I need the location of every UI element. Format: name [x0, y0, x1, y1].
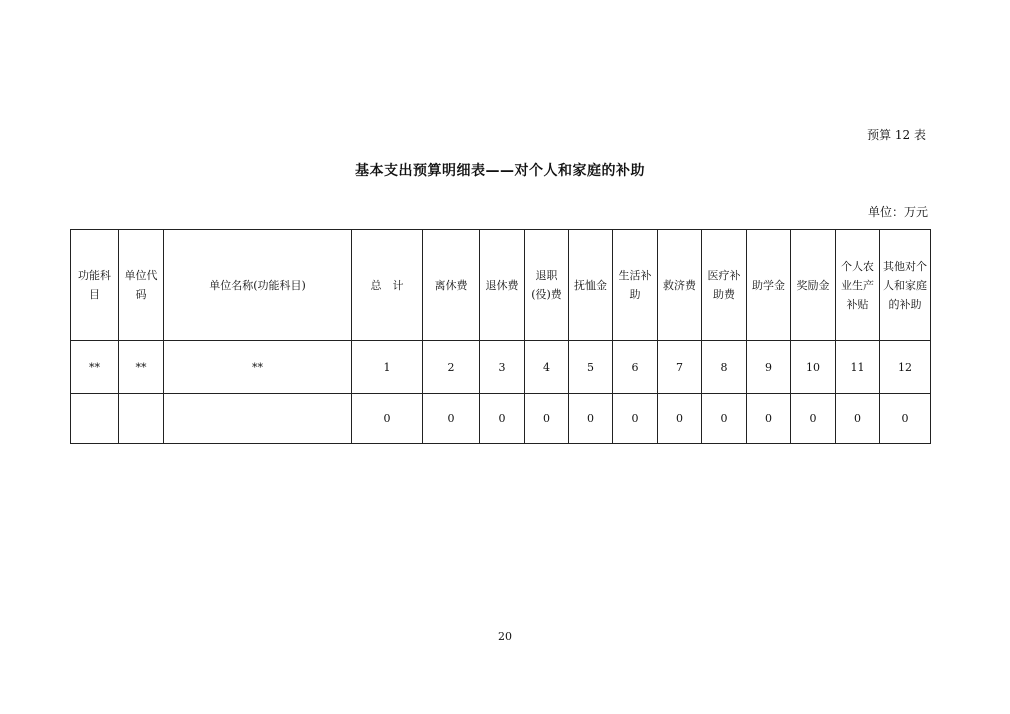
column-header: 生活补助	[613, 230, 658, 341]
column-header: 医疗补助费	[702, 230, 747, 341]
column-header: 救济费	[658, 230, 702, 341]
table-cell: 8	[702, 341, 747, 394]
column-header: 单位名称(功能科目)	[164, 230, 352, 341]
table-cell: 0	[658, 394, 702, 444]
table-cell: 2	[423, 341, 480, 394]
column-header: 退休费	[480, 230, 525, 341]
table-cell: 0	[480, 394, 525, 444]
table-code-row	[71, 341, 931, 394]
column-header: 离休费	[423, 230, 480, 341]
table-cell: 6	[613, 341, 658, 394]
table-cell: 0	[880, 394, 931, 444]
table-cell: 0	[747, 394, 791, 444]
table-header-row	[71, 230, 931, 341]
table-cell: 5	[569, 341, 613, 394]
table-cell: 7	[658, 341, 702, 394]
table-cell: 9	[747, 341, 791, 394]
table-cell: 4	[525, 341, 569, 394]
table-cell	[119, 394, 164, 444]
column-header: 个人农业生产补贴	[836, 230, 880, 341]
table-number: 预算 12 表	[867, 128, 926, 142]
table-cell: 0	[423, 394, 480, 444]
budget-table	[70, 229, 931, 444]
column-header: 退职(役)费	[525, 230, 569, 341]
column-header: 单位代码	[119, 230, 164, 341]
unit-label: 单位：万元	[867, 205, 928, 219]
table-cell	[71, 394, 119, 444]
table-cell	[164, 394, 352, 444]
table-cell: **	[164, 341, 352, 394]
table-cell: **	[71, 341, 119, 394]
document-title: 基本支出预算明细表——对个人和家庭的补助	[355, 163, 645, 179]
column-header: 其他对个人和家庭的补助	[880, 230, 931, 341]
table-cell: 1	[352, 341, 423, 394]
table-cell: 0	[613, 394, 658, 444]
column-header: 总 计	[352, 230, 423, 341]
table-cell: 0	[352, 394, 423, 444]
table-cell: 0	[836, 394, 880, 444]
table-cell: 0	[791, 394, 836, 444]
table-data-row	[71, 394, 931, 444]
table-cell: **	[119, 341, 164, 394]
column-header: 助学金	[747, 230, 791, 341]
page-number: 20	[498, 630, 512, 643]
column-header: 奖励金	[791, 230, 836, 341]
table-cell: 3	[480, 341, 525, 394]
table-cell: 11	[836, 341, 880, 394]
table-cell: 0	[569, 394, 613, 444]
column-header: 功能科目	[71, 230, 119, 341]
table-cell: 12	[880, 341, 931, 394]
column-header: 抚恤金	[569, 230, 613, 341]
table-cell: 10	[791, 341, 836, 394]
table-cell: 0	[525, 394, 569, 444]
table-cell: 0	[702, 394, 747, 444]
